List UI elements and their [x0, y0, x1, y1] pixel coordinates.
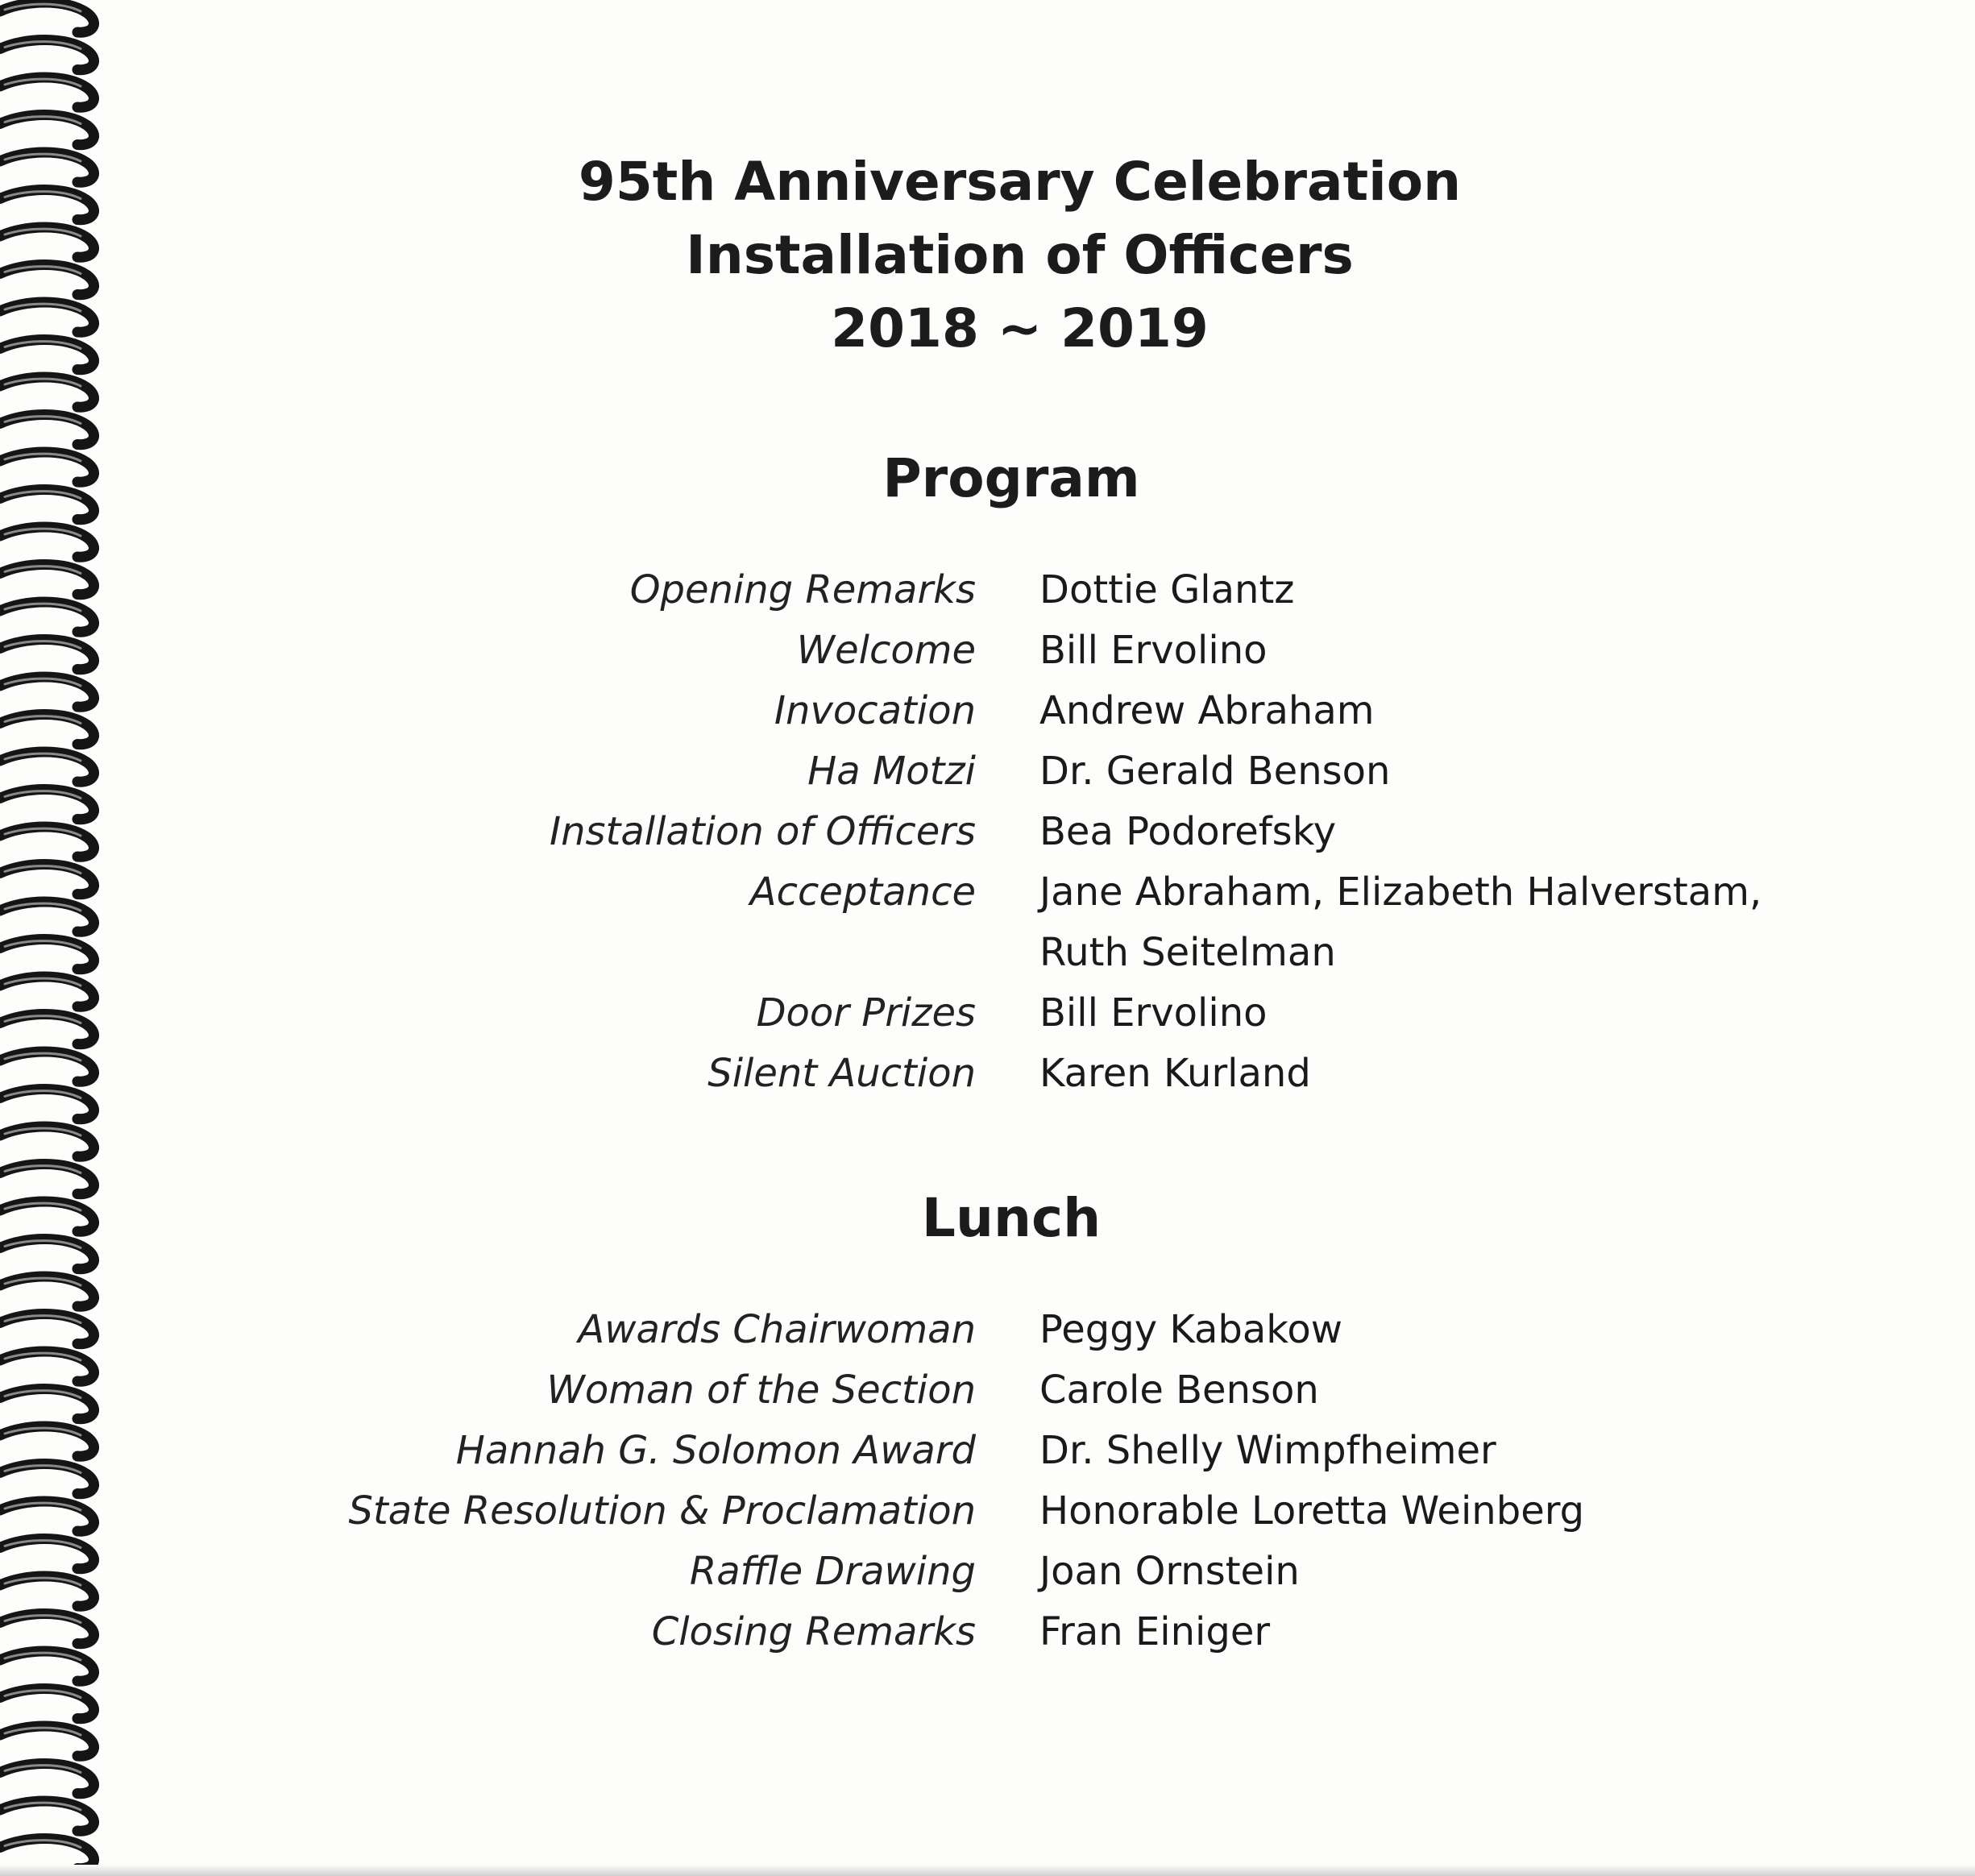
spiral-coil — [0, 415, 94, 445]
program-role: Installation of Officers — [549, 809, 976, 854]
lunch-role: Woman of the Section — [546, 1368, 976, 1413]
program-row — [0, 620, 1975, 681]
lunch-name: Fran Einiger — [1039, 1609, 1271, 1654]
program-row — [0, 983, 1975, 1044]
spiral-coil — [0, 77, 94, 107]
program-row — [0, 862, 1975, 923]
program-section-title: Program — [882, 447, 1140, 509]
program-name: Jane Abraham, Elizabeth Halverstam, — [1039, 870, 1762, 915]
program-role: Door Prizes — [756, 990, 976, 1036]
program-row — [0, 681, 1975, 741]
program-row — [0, 923, 1975, 983]
program-name: Dottie Glantz — [1039, 567, 1295, 612]
program-row — [0, 802, 1975, 862]
header-line-2: Installation of Officers — [686, 224, 1354, 286]
spiral-coil — [0, 40, 94, 70]
header-line-1: 95th Anniversary Celebration — [578, 151, 1462, 213]
lunch-role: Closing Remarks — [651, 1609, 976, 1654]
lunch-row — [0, 1542, 1975, 1602]
program-row — [0, 560, 1975, 620]
program-name: Karen Kurland — [1039, 1051, 1311, 1096]
page-edge-shadow — [0, 1865, 1975, 1876]
program-role: Opening Remarks — [629, 567, 976, 612]
spiral-coil — [0, 1726, 94, 1756]
lunch-row — [0, 1360, 1975, 1421]
program-name: Bill Ervolino — [1039, 990, 1268, 1036]
lunch-name: Dr. Shelly Wimpfheimer — [1039, 1428, 1496, 1473]
program-name: Bill Ervolino — [1039, 628, 1268, 673]
program-role: Welcome — [796, 628, 976, 673]
spiral-coil — [0, 527, 94, 557]
program-role: Acceptance — [749, 870, 976, 915]
lunch-row — [0, 1602, 1975, 1662]
lunch-section-title: Lunch — [921, 1187, 1102, 1249]
page-header — [0, 145, 1975, 365]
spiral-coil — [0, 115, 94, 145]
lunch-role: Awards Chairwoman — [578, 1307, 976, 1352]
lunch-row — [0, 1481, 1975, 1542]
lunch-name: Peggy Kabakow — [1039, 1307, 1343, 1352]
lunch-role: State Resolution & Proclamation — [348, 1488, 976, 1534]
spiral-coil — [0, 1689, 94, 1719]
program-name: Bea Podorefsky — [1039, 809, 1337, 854]
spiral-coil — [0, 2, 94, 32]
program-row — [0, 741, 1975, 802]
program-name: Dr. Gerald Benson — [1039, 749, 1391, 794]
program-role: Invocation — [774, 688, 976, 733]
program-role: Ha Motzi — [807, 749, 976, 794]
lunch-role: Raffle Drawing — [689, 1549, 976, 1594]
lunch-row — [0, 1421, 1975, 1481]
spiral-coil — [0, 1801, 94, 1831]
program-role: Silent Auction — [707, 1051, 976, 1096]
spiral-coil — [0, 1764, 94, 1794]
program-name: Ruth Seitelman — [1039, 930, 1336, 975]
program-name: Andrew Abraham — [1039, 688, 1375, 733]
lunch-name: Carole Benson — [1039, 1368, 1319, 1413]
header-line-3: 2018 ~ 2019 — [831, 297, 1209, 359]
spiral-coil — [0, 1127, 94, 1156]
lunch-name: Joan Ornstein — [1039, 1549, 1300, 1594]
lunch-row — [0, 1300, 1975, 1360]
program-row — [0, 1044, 1975, 1104]
spiral-coil — [0, 377, 94, 407]
lunch-name: Honorable Loretta Weinberg — [1039, 1488, 1585, 1534]
lunch-role: Hannah G. Solomon Award — [455, 1428, 976, 1473]
